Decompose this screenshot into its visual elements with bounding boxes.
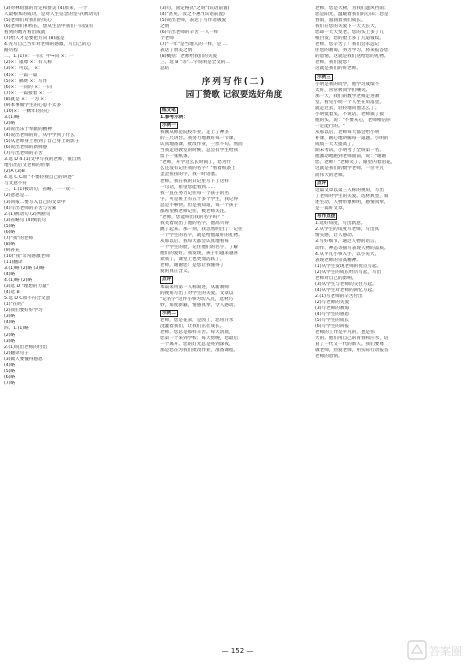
answer-line: (8)就是 ×：一为 ×： — [4, 96, 49, 102]
answer-line: 4.先写自己当年对老师的感激，写自己的心 — [4, 42, 92, 48]
essay-2-continued — [315, 6, 469, 73]
answer-line: (3)回报…要写入自己的文章中 — [4, 199, 66, 205]
svg-text:答案圈: 答案圈 — [429, 645, 462, 658]
tip-line: 老师的恩情。 — [315, 354, 343, 360]
answer-line: (6)略 — [4, 374, 16, 380]
tip-line: (2)写老师的关爱 — [315, 299, 350, 305]
answer-line: 总结 — [160, 66, 170, 72]
essay-line: 从那以后，老师每天都会给小明 — [315, 130, 380, 136]
tip-line: 4.从平凡小事入手，以小见大， — [315, 251, 380, 257]
tip-line: 育了一代又一代的新人。我们要尊 — [315, 342, 384, 348]
tip-line: 2.(1)写老师的辛苦付出 — [315, 293, 363, 299]
essay-line: 浇灌着我们，让我们茁壮成长。 — [160, 324, 225, 330]
answer-continuation — [160, 6, 308, 73]
tip-line: 情实感，让人感动。 — [315, 233, 357, 239]
answer-line: (6)说出老师的新鲜感 — [4, 145, 48, 151]
answer-line: (9)补充 — [4, 247, 20, 253]
tip-line: (3)写老师的教诲 — [315, 306, 350, 311]
essay-line: 一个学生的名字，就是给他最好的礼物。 — [160, 232, 243, 238]
essay-line: 您，老师！"老师笑了，眼里闪着泪花。 — [315, 160, 396, 166]
answer-line: (11)翻译 — [4, 259, 23, 265]
tip-line: (6)写学生的回报 — [315, 324, 350, 330]
review-line: 了老师对学生的关爱。选材典型，叙 — [315, 193, 389, 199]
answer-line: (3)做人要懂得感恩 — [4, 356, 43, 362]
essay-line: 那是您在为我们批改作业，准备课程。 — [160, 348, 239, 354]
essay-line: 而伟大的老师。 — [315, 172, 348, 178]
answer-line: 之情 — [160, 24, 170, 30]
essay-line: 的恩情。这就是我们送给您的礼物。 — [315, 54, 389, 60]
essay-line: 补课，耐心地讲解每一道题。小明的 — [315, 136, 389, 142]
answer-line: (3)说出乐于奉献的精神 — [4, 126, 52, 132]
answer-line: 3.(1)略 (2)略 (3)略 — [4, 266, 45, 272]
essay-line: 老师，您是大树，为我们遮风挡雨； — [315, 6, 389, 11]
answer-line: 二、1.(1)×：一向；中→向 ×：一 — [4, 54, 74, 60]
essay-line: 老师，我们爱您！ — [315, 60, 352, 66]
essay-line: 一句话，希望您能看到…… — [160, 184, 216, 190]
answer-line: (8)略 — [4, 241, 16, 247]
writing-tips — [315, 221, 469, 360]
essay-line: 总是不够快。但是我知道，每一个孩子 — [160, 202, 239, 208]
review-line: 述生动，人物形象鲜明，感情真挚， — [315, 199, 389, 205]
answer-line: 三、1.(1)被动句，省略，一一双一 — [4, 187, 75, 193]
answer-line: (6)略 — [4, 229, 16, 235]
essay-line: 老师，我在我的日记里写下了这样 — [160, 178, 229, 184]
essay-line: "老师，开学这么长时间了，您为什 — [160, 160, 232, 166]
answer-line: 与文意不符 — [4, 181, 27, 187]
watermark-logo — [407, 639, 469, 661]
tip-line: 老师对自己的影响。 — [315, 275, 357, 281]
essay-line: 根白发，您的脸上多了几道皱纹。 — [315, 36, 384, 42]
answer-line: (5)×：稿费 ×：写作 — [4, 78, 48, 84]
answer-line: (2)意思是… — [4, 193, 29, 199]
answer-line: (7)给人才是要把方向 (8)越是 — [4, 36, 65, 42]
tip-line: 动作、神态等描写表现人物的品质。 — [315, 245, 389, 251]
essay-example-3 — [315, 82, 469, 179]
essay-line: 住您的教诲，努力学习，将来报答您 — [315, 48, 389, 54]
answer-line: 路历程 — [4, 48, 18, 54]
column-left — [4, 6, 152, 387]
answer-line: (1)"在吗" — [4, 302, 24, 308]
answer-line: (9)本事做学生的心思不太多 — [4, 102, 62, 108]
tip-line: (4)从学生对老师的回忆写起。 — [315, 287, 377, 293]
essay-line: 跳了起来。那一刻，我忽然明白了：记住 — [160, 226, 243, 232]
essay-line: 春雨，滋润着我们成长。 — [315, 18, 366, 24]
tip-line: (1)从学生发现老师的优点写起。 — [315, 263, 382, 269]
tip-line: 表现老师的崇高精神。 — [315, 257, 361, 263]
tip-line: 3.写好细节，通过人物的语言、 — [315, 239, 380, 245]
section-title: 序列写作(二) — [201, 76, 267, 87]
review-line: 妙，角度新颖，情感真挚，令人感动。 — [160, 302, 239, 308]
answer-line: (2)A (3)B — [4, 169, 25, 175]
answer-line: 四、1.(1)略 — [4, 326, 29, 332]
review-line: "记名字"这件小事为切入点，选材巧 — [160, 296, 234, 302]
answer-line: (2)×：谨尊 ×：有人称 — [4, 60, 52, 66]
essay-line: 老师，您是花朵，是园丁，您用汗水 — [160, 318, 234, 324]
example3-tag: 示例三 — [317, 74, 331, 80]
answer-line: (10)×：一颗年轻的心 — [4, 108, 50, 114]
essay-line: 的三尺讲台。我努力地教好每一节课， — [160, 136, 239, 142]
column-middle — [160, 6, 308, 354]
answer-line: 表达了赞美之情 — [160, 48, 193, 54]
review-line: 这篇文章以第三人称的视角，写出 — [315, 187, 384, 193]
essay-line: 歪歪扭扭的字，我一时语塞。 — [160, 172, 220, 178]
essay-line: 一定能行的。" — [315, 124, 345, 130]
essay-line: 我刚从师范院校毕业，走上了神圣 — [160, 130, 229, 136]
answer-line: (3)省略句 (4)倒装句 — [4, 217, 47, 223]
answer-line: 个老师 — [160, 36, 174, 42]
essay-line: 他激动地跑到老师面前，说："谢谢 — [315, 154, 387, 160]
tip-line: (3)从学生与老师的交往写起。 — [315, 281, 377, 287]
example2-tag: 示例二 — [162, 310, 176, 316]
essay-line: 您第一个来到学校；每天傍晚，您最后 — [160, 336, 239, 342]
answer-line: 看到的地方看出成就 — [4, 30, 46, 36]
answer-line: 三、选 B "等"二字说明是全文的… — [160, 60, 231, 66]
essay-line: 期末考试，小明考了全班第一名。 — [315, 148, 384, 154]
essay-line: 小明是我的同学，他学习成绩不 — [315, 81, 380, 87]
answer-line: (5)老师们对我们的关心 — [4, 18, 52, 24]
tip-line: (5)写学生的成长 — [315, 318, 350, 324]
answer-line: (5)说出老师，表达了写作者敬爱 — [160, 18, 227, 24]
answer-line: (7)写出老师的辛苦 — [4, 151, 43, 157]
answer-line: 4.(1)略 (2)略 — [4, 278, 33, 284]
review-line: 是一篇好文章。 — [315, 206, 348, 211]
essay-line: 老师，您总是那样辛苦。每天清晨， — [160, 330, 234, 336]
answer-line: 地引出后文老师的形象 — [4, 163, 50, 169]
answer-line: (3)句，固定格式"之谓"(宾语前置) — [160, 6, 230, 11]
essay-line: 么还没有记住我的名字？"看着纸条上 — [160, 166, 236, 172]
essay-line: 太好，常常被同学们嘲笑。 — [315, 87, 371, 93]
page-number: — 152 — — [221, 647, 254, 655]
essay-example-1 — [160, 130, 308, 275]
answer-line: (4)略 — [4, 320, 16, 326]
essay-line: 当我走进教室的时候，总会有学生给我 — [160, 148, 239, 154]
answer-line: (7)"我"的老师 — [4, 235, 34, 241]
essay-line: 老师，谢谢您！是您让我懂得了 — [160, 263, 225, 269]
tip-line: (2)从学生的成长经历写起，写出 — [315, 269, 382, 275]
essay-line: 我一直在努力记住每一个孩子的名 — [160, 190, 229, 196]
answer-line: (2)略 — [4, 120, 16, 126]
answer-line: (2)翻译句子 — [4, 350, 29, 356]
answer-line: (3)选 D "理想的力量" — [4, 284, 49, 290]
answer-line: (2)我们要好好学习 — [4, 308, 43, 314]
answer-line: (8)概括：老师给我们的关爱 — [160, 54, 218, 60]
tip-line: 大的。他们用自己的青春和汗水，培 — [315, 336, 389, 342]
tip-line: 敬老师，热爱老师，用实际行动报答 — [315, 348, 389, 354]
section-subtitle: 园丁赞歌 记叙要选好角度 — [185, 89, 283, 100]
essay-line: 留下一张纸条。 — [160, 154, 193, 160]
essay-line: 成绩一天天提高了。 — [315, 142, 357, 148]
tip-line: 老师的工作是平凡的，也是伟 — [315, 330, 375, 336]
answer-line: 5.选 D C项不符合文意 — [4, 296, 51, 302]
answer-line: 2.(1)被动句 (2)判断句 — [4, 211, 51, 217]
answer-line: (5)略 — [4, 368, 16, 374]
essay-line: 欢我了，课堂上也更加活跃了。 — [160, 257, 225, 263]
answer-line: 2.(1)说出老师的付出 — [4, 344, 48, 350]
tip-line: (4)写学生的感恩 — [315, 312, 350, 318]
write-tips-tag: 写作点拨 — [317, 214, 336, 220]
review3-tag: 点评 — [317, 180, 327, 186]
tip-line: 2.从学生的角度写老师，写出真 — [315, 227, 380, 233]
essay-line: 小明低着头，不说话。老师摸了摸 — [315, 112, 384, 118]
answer-line: (7)×：一篇接着 ×：一 — [4, 90, 52, 96]
essay-line: 一个离开。您的灯光总是亮到深夜， — [160, 342, 234, 348]
answer-line: (4)×：一篇一篇 — [4, 72, 38, 78]
answer-line: (6)×：一向的 ×：一向 — [4, 84, 52, 90]
answer-line: (3)略 — [4, 338, 16, 344]
essay-line: 老师，您辛苦了！我们会永远记 — [315, 42, 380, 48]
practice-tag: 练文笔 — [162, 107, 176, 113]
review-line: 的视角写出了对学生的关爱。文章以 — [160, 290, 234, 296]
essay-line: 从那以后，我每天都会认真地看每 — [160, 239, 229, 244]
answer-line: (7)"一年"是当地人的一样，是 … — [160, 42, 228, 48]
answer-line: (4)选 B — [4, 290, 20, 296]
answer-line: (4)说出老师的好，从中学到了什么 — [4, 132, 75, 138]
essay-line: 我笑着说出了他的名字，他高兴得 — [160, 220, 229, 226]
answer-line: (4)略 — [4, 362, 16, 368]
essay-line: 这就是我们的数学老师，一位平凡 — [315, 166, 384, 172]
review-line: 本篇采用第一人称叙述，从新教师 — [160, 284, 229, 290]
essay-line: 我们在您的关爱下一天天长大， — [315, 24, 380, 30]
answer-line: (3)×：可以， ×： — [4, 66, 43, 72]
answer-line: (3)对林绍群的肯定和赞美 (4)原来，一个 — [4, 6, 88, 11]
answer-line: (4)写出老师的辛苦与劳累 — [4, 205, 57, 211]
review-3 — [315, 188, 469, 212]
answer-line: (4)"甚矣，汝之不惠"(宾语前置) — [160, 12, 225, 18]
answer-line: (5)略 — [4, 223, 16, 229]
essay-line: 他的头，说："不要灰心，老师相信你 — [315, 118, 391, 124]
column-right — [315, 6, 469, 360]
answer-line: (4)略 — [4, 272, 16, 278]
tip-line: 1.选好角度，写出新意。 — [315, 221, 366, 227]
answer-line: (6)写出老师的辛苦 一人一样 — [160, 30, 219, 36]
essay-line: 那一天，我们的数学老师走进教 — [315, 93, 380, 99]
essay-line: "老师，您能叫出我的名字吗？" — [160, 214, 224, 220]
essay-line: 一个学生的脸，记住他们的名字，了解 — [160, 245, 239, 251]
review1-tag: 点评 — [162, 277, 172, 283]
answer-line: (7)略 — [4, 380, 16, 386]
essay-example-2 — [160, 318, 308, 354]
essay-line: 认真地备课，批改作业，一丝不苟。然而 — [160, 142, 243, 148]
answer-line: 3.选 D 4.(1)文中写我的老师，很自然 — [4, 157, 81, 163]
review-1 — [160, 285, 308, 309]
answer-line: (6)老师们和校长，想从生活中我们一向没有 — [4, 24, 94, 30]
answer-line: (2)略 — [4, 332, 16, 338]
essay-line: 这就是我们的好老师。 — [315, 66, 361, 72]
essay-line: 您是阳光，温暖着我们的心田；您是 — [315, 12, 389, 18]
answer-line: 4.选 C C项 "不要轻视自己的讲述" — [4, 175, 74, 181]
essay-line: 字，可是班上有五十多个学生，我记得 — [160, 196, 239, 202]
answer-line: (3)略 — [4, 314, 16, 320]
essay-line: 就走过去，轻轻地问他怎么了。 — [315, 106, 380, 111]
essay-line: 爱的真正含义。 — [160, 269, 193, 275]
example1-tag: 示例一 — [162, 122, 176, 128]
reference-example-label: 1.参考示例： — [160, 114, 188, 120]
essay-line: 他们的爱好。我发现，孩子们越来越喜 — [160, 251, 239, 257]
essay-line: 都希望被老师记住，被老师关注。 — [160, 208, 229, 214]
answer-line: 3.(1)略 — [4, 114, 20, 120]
essay-line: 您却一天天变老。您的头上多了几 — [315, 30, 384, 36]
answer-line: (5)从老师身上看到了自己身上的影子 — [4, 139, 80, 145]
essay-line: 室，看见小明一个人坐在角落里， — [315, 99, 384, 105]
answer-line: 人最根本的成功，是对人生信念的坚守(被动句) — [4, 12, 100, 18]
answer-line: (10)"我"非常感激老师 — [4, 253, 50, 259]
